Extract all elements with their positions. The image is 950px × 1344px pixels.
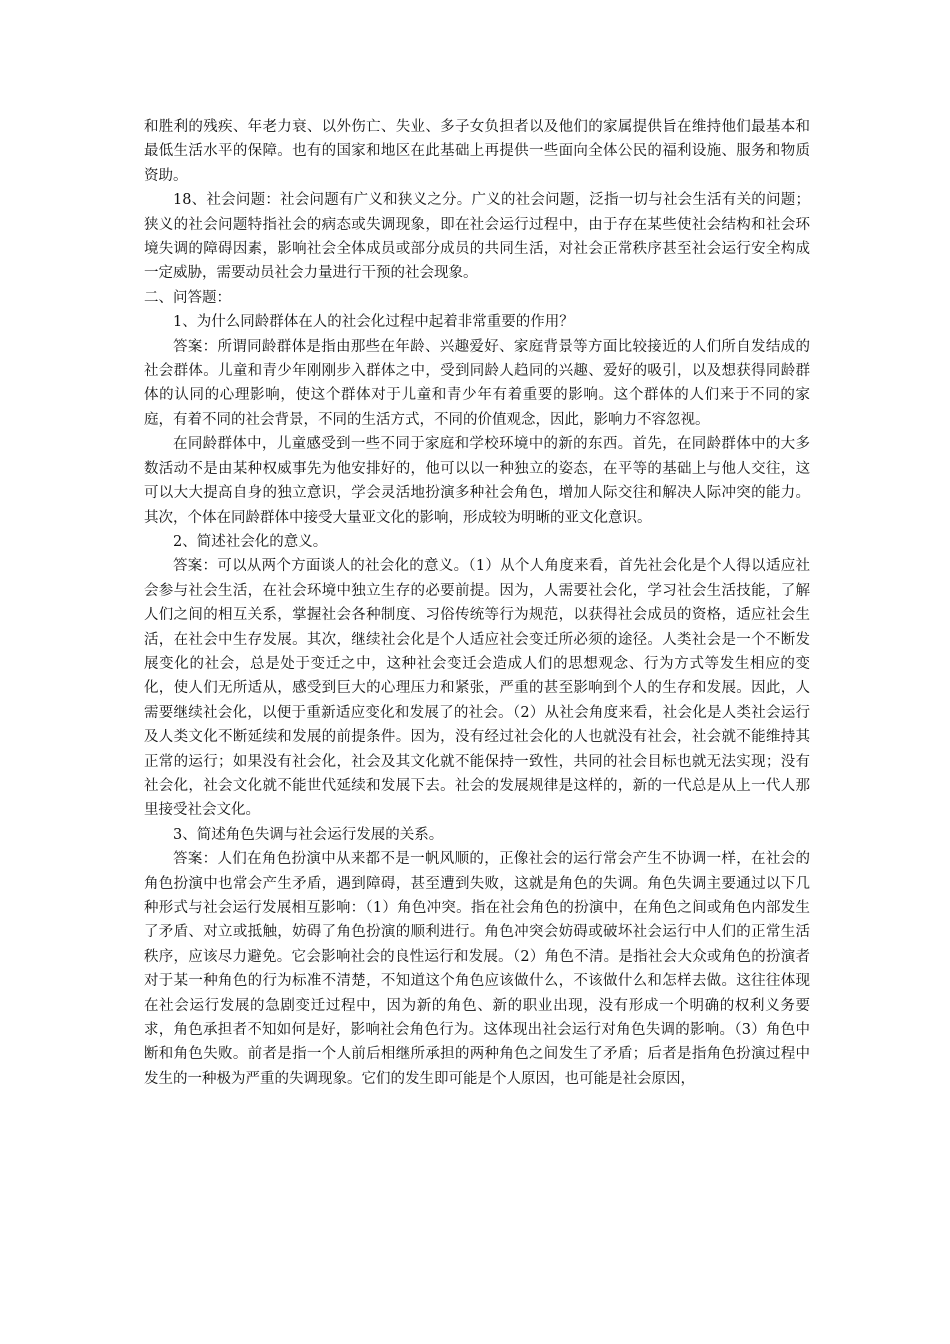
document-body xyxy=(144,115,810,1091)
answer-1-part-1: 答案：所谓同龄群体是指由那些在年龄、兴趣爱好、家庭背景等方面比较接近的人们所自发结成的社会群体。儿童和青少年刚刚步入群体之中，受到同龄人趋同的兴趣、爱好的吸引，以及想获得同龄群体的认同的心理影响，使这个群体对于儿童和青少年有着重要的影响。这个群体的人们来于不同的家庭，有着不同的社会背景，不同的生活方式，不同的价值观念，因此，影响力不容忽视。 xyxy=(144,338,810,428)
question-3: 3、简述角色失调与社会运行发展的关系。 xyxy=(173,826,444,843)
answer-3: 答案：人们在角色扮演中从来都不是一帆风顺的，正像社会的运行常会产生不协调一样，在社会的角色扮演中也常会产生矛盾，遇到障碍，甚至遭到失败，这就是角色的失调。角色失调主要通过以下几种形式与社会运行发展相互影响：（1）角色冲突。指在社会角色的扮演中，在角色之间或角色内部发生了矛盾、对立或抵触，妨碍了角色扮演的顺利进行。角色冲突会妨碍或破坏社会运行中人们的正常生活秩序，应该尽力避免。它会影响社会的良性运行和发展。（2）角色不清。是指社会大众或角色的扮演者对于某一种角色的行为标准不清楚，不知道这个角色应该做什么，不该做什么和怎样去做。这往往体现在社会运行发展的急剧变迁过程中，因为新的角色、新的职业出现，没有形成一个明确的权利义务要求，角色承担者不知如何是好，影响社会角色行为。这体现出社会运行对角色失调的影响。（3）角色中断和角色失败。前者是指一个人前后相继所承担的两种角色之间发生了矛盾；后者是指角色扮演过程中发生的一种极为严重的失调现象。它们的发生即可能是个人原因，也可能是社会原因， xyxy=(144,851,810,1087)
question-2: 2、简述社会化的意义。 xyxy=(173,533,328,550)
section-heading-qa: 二、问答题： xyxy=(144,289,231,306)
paragraph-social-problem-definition: 18、社会问题：社会问题有广义和狭义之分。广义的社会问题，泛指一切与社会生活有关的问题；狭义的社会问题特指社会的病态或失调现象，即在社会运行过程中，由于存在某些使社会结构和社会环境失调的障碍因素，影响社会全体成员或部分成员的共同生活，对社会正常秩序甚至社会运行安全构成一定威胁，需要动员社会力量进行干预的社会现象。 xyxy=(144,192,810,282)
question-1: 1、为什么同龄群体在人的社会化过程中起着非常重要的作用？ xyxy=(173,314,574,331)
answer-2: 答案：可以从两个方面谈人的社会化的意义。（1）从个人角度来看，首先社会化是个人得以适应社会参与社会生活，在社会环境中独立生存的必要前提。因为，人需要社会化，学习社会生活技能，了解人们之间的相互关系，掌握社会各种制度、习俗传统等行为规范，以获得社会成员的资格，适应社会生活，在社会中生存发展。其次，继续社会化是个人适应社会变迁所必须的途径。人类社会是一个不断发展变化的社会，总是处于变迁之中，这种社会变迁会造成人们的思想观念、行为方式等发生相应的变化，使人们无所适从，感受到巨大的心理压力和紧张，严重的甚至影响到个人的生存和发展。因此，人需要继续社会化，以便于重新适应变化和发展了的社会。（2）从社会角度来看，社会化是人类社会运行及人类文化不断延续和发展的前提条件。因为，没有经过社会化的人也就没有社会，社会就不能维持其正常的运行；如果没有社会化，社会及其文化就不能保持一致性，共同的社会目标也就无法实现；没有社会化，社会文化就不能世代延续和发展下去。社会的发展规律是这样的，新的一代总是从上一代人那里接受社会文化。 xyxy=(144,558,810,819)
answer-1-part-2: 在同龄群体中，儿童感受到一些不同于家庭和学校环境中的新的东西。首先，在同龄群体中的大多数活动不是由某种权威事先为他安排好的，他可以以一种独立的姿态，在平等的基础上与他人交往，这可以大大提高自身的独立意识，学会灵活地扮演多种社会角色，增加人际交往和解决人际冲突的能力。其次，个体在同龄群体中接受大量亚文化的影响，形成较为明晰的亚文化意识。 xyxy=(144,436,810,526)
paragraph-welfare-continued: 和胜利的残疾、年老力衰、以外伤亡、失业、多子女负担者以及他们的家属提供旨在维持他们最基本和最低生活水平的保障。也有的国家和地区在此基础上再提供一些面向全体公民的福利设施、服务和物质资助。 xyxy=(144,119,810,184)
